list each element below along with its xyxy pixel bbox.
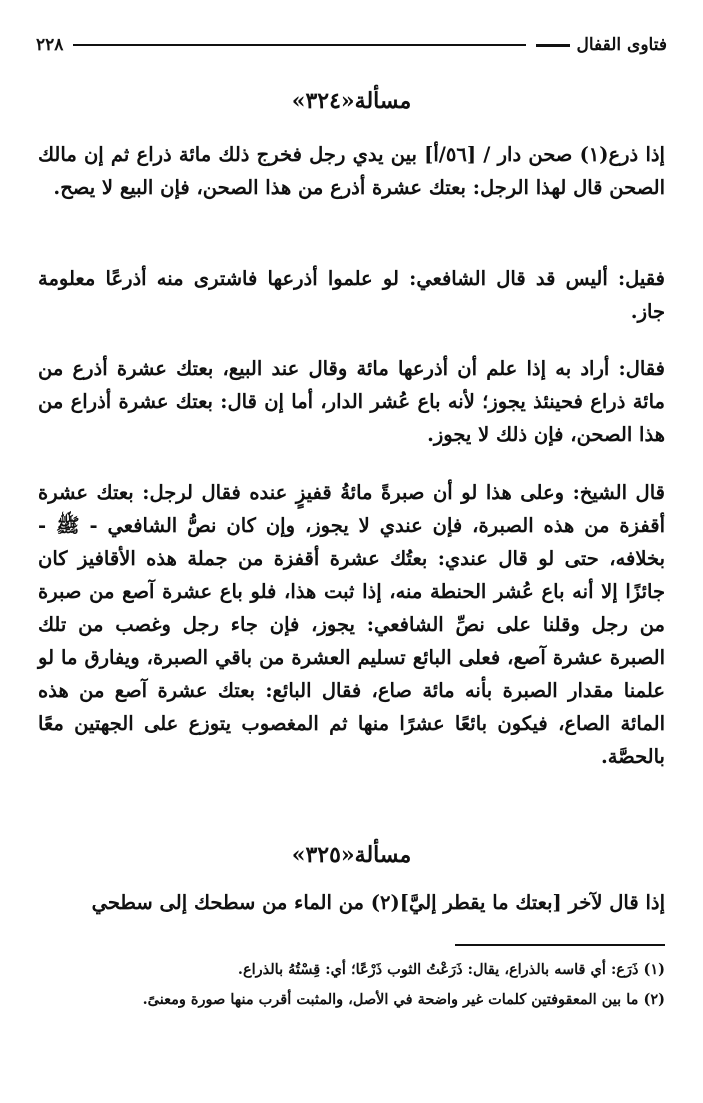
- issue-heading: [36, 842, 667, 868]
- header-rule: [73, 44, 526, 46]
- page-number: ٢٢٨: [36, 35, 64, 55]
- footnote: (١) ذَرَع: أي قاسه بالذراع، يقال: ذَرَعْتُ الثوب ذَرْعًا؛ أي: قِسْتُهُ بالذراع.: [237, 961, 665, 978]
- paragraph: قال الشيخ: وعلى هذا لو أن صبرةً مائةُ قفيزٍ عنده فقال لرجل: بعتك عشرة أقفزة من هذه الصبرة، فإن عندي لا يجوز، وإن كان نصُّ الشافعي - ﷺ - بخلافه، حتى لو قال عندي: بعتُك عشرة أقفزة من جملة هذه الأقافيز كان جائزًا إلا أنه باع عُشر الحنطة منه، إذا ثبت هذا، فلو باع عشرة آصع من صبرة من رجل وقلنا على نصِّ الشافعي: يجوز، فإن جاء رجل وغصب من تلك الصبرة عشرة آصع، فعلى البائع تسليم العشرة من باقي الصبرة، ويفارق ما لو علمنا مقدار الصبرة بأنه مائة صاع، فقال البائع: بعتك عشرة آصع من هذه المائة الصاع، فيكون بائعًا عشرًا منها ثم المغصوب يتوزع على الجهتين معًا بالحصَّة.: [38, 481, 665, 768]
- issue-word: مسألة: [354, 842, 412, 868]
- issue-heading: [36, 88, 667, 114]
- paragraph: إذا قال لآخر [بعتك ما يقطر إليَّ](٢) من الماء من سطحك إلى سطحي: [91, 891, 665, 914]
- footnote-rule: [455, 944, 665, 946]
- footnote: (٢) ما بين المعقوفتين كلمات غير واضحة في الأصل، والمثبت أقرب منها صورة ومعنىً.: [142, 991, 665, 1008]
- paragraph: إذا ذرع(١) صحن دار / [٥٦/أ] بين يدي رجل فخرج ذلك مائة ذراع ثم إن مالك الصحن قال لهذا الرجل: بعتك عشرة أذرع من هذا الصحن، فإن البيع لا يصح.: [38, 143, 665, 199]
- book-title: فتاوى القفال: [536, 35, 667, 55]
- issue-number: «٣٢٥»: [291, 842, 355, 868]
- paragraph: فقيل: أليس قد قال الشافعي: لو علموا أذرعها فاشترى منه أذرعًا معلومة جاز.: [38, 267, 665, 323]
- issue-number: «٣٢٤»: [291, 88, 355, 114]
- issue-word: مسألة: [354, 88, 412, 114]
- paragraph: فقال: أراد به إذا علم أن أذرعها مائة وقال عند البيع، بعتك عشرة أذرع من مائة ذراع فحينئذ يجوز؛ لأنه باع عُشر الدار، أما إن قال: بعتك عشرة أذراع من هذا الصحن، فإن ذلك لا يجوز.: [38, 357, 665, 446]
- running-head: [36, 32, 667, 58]
